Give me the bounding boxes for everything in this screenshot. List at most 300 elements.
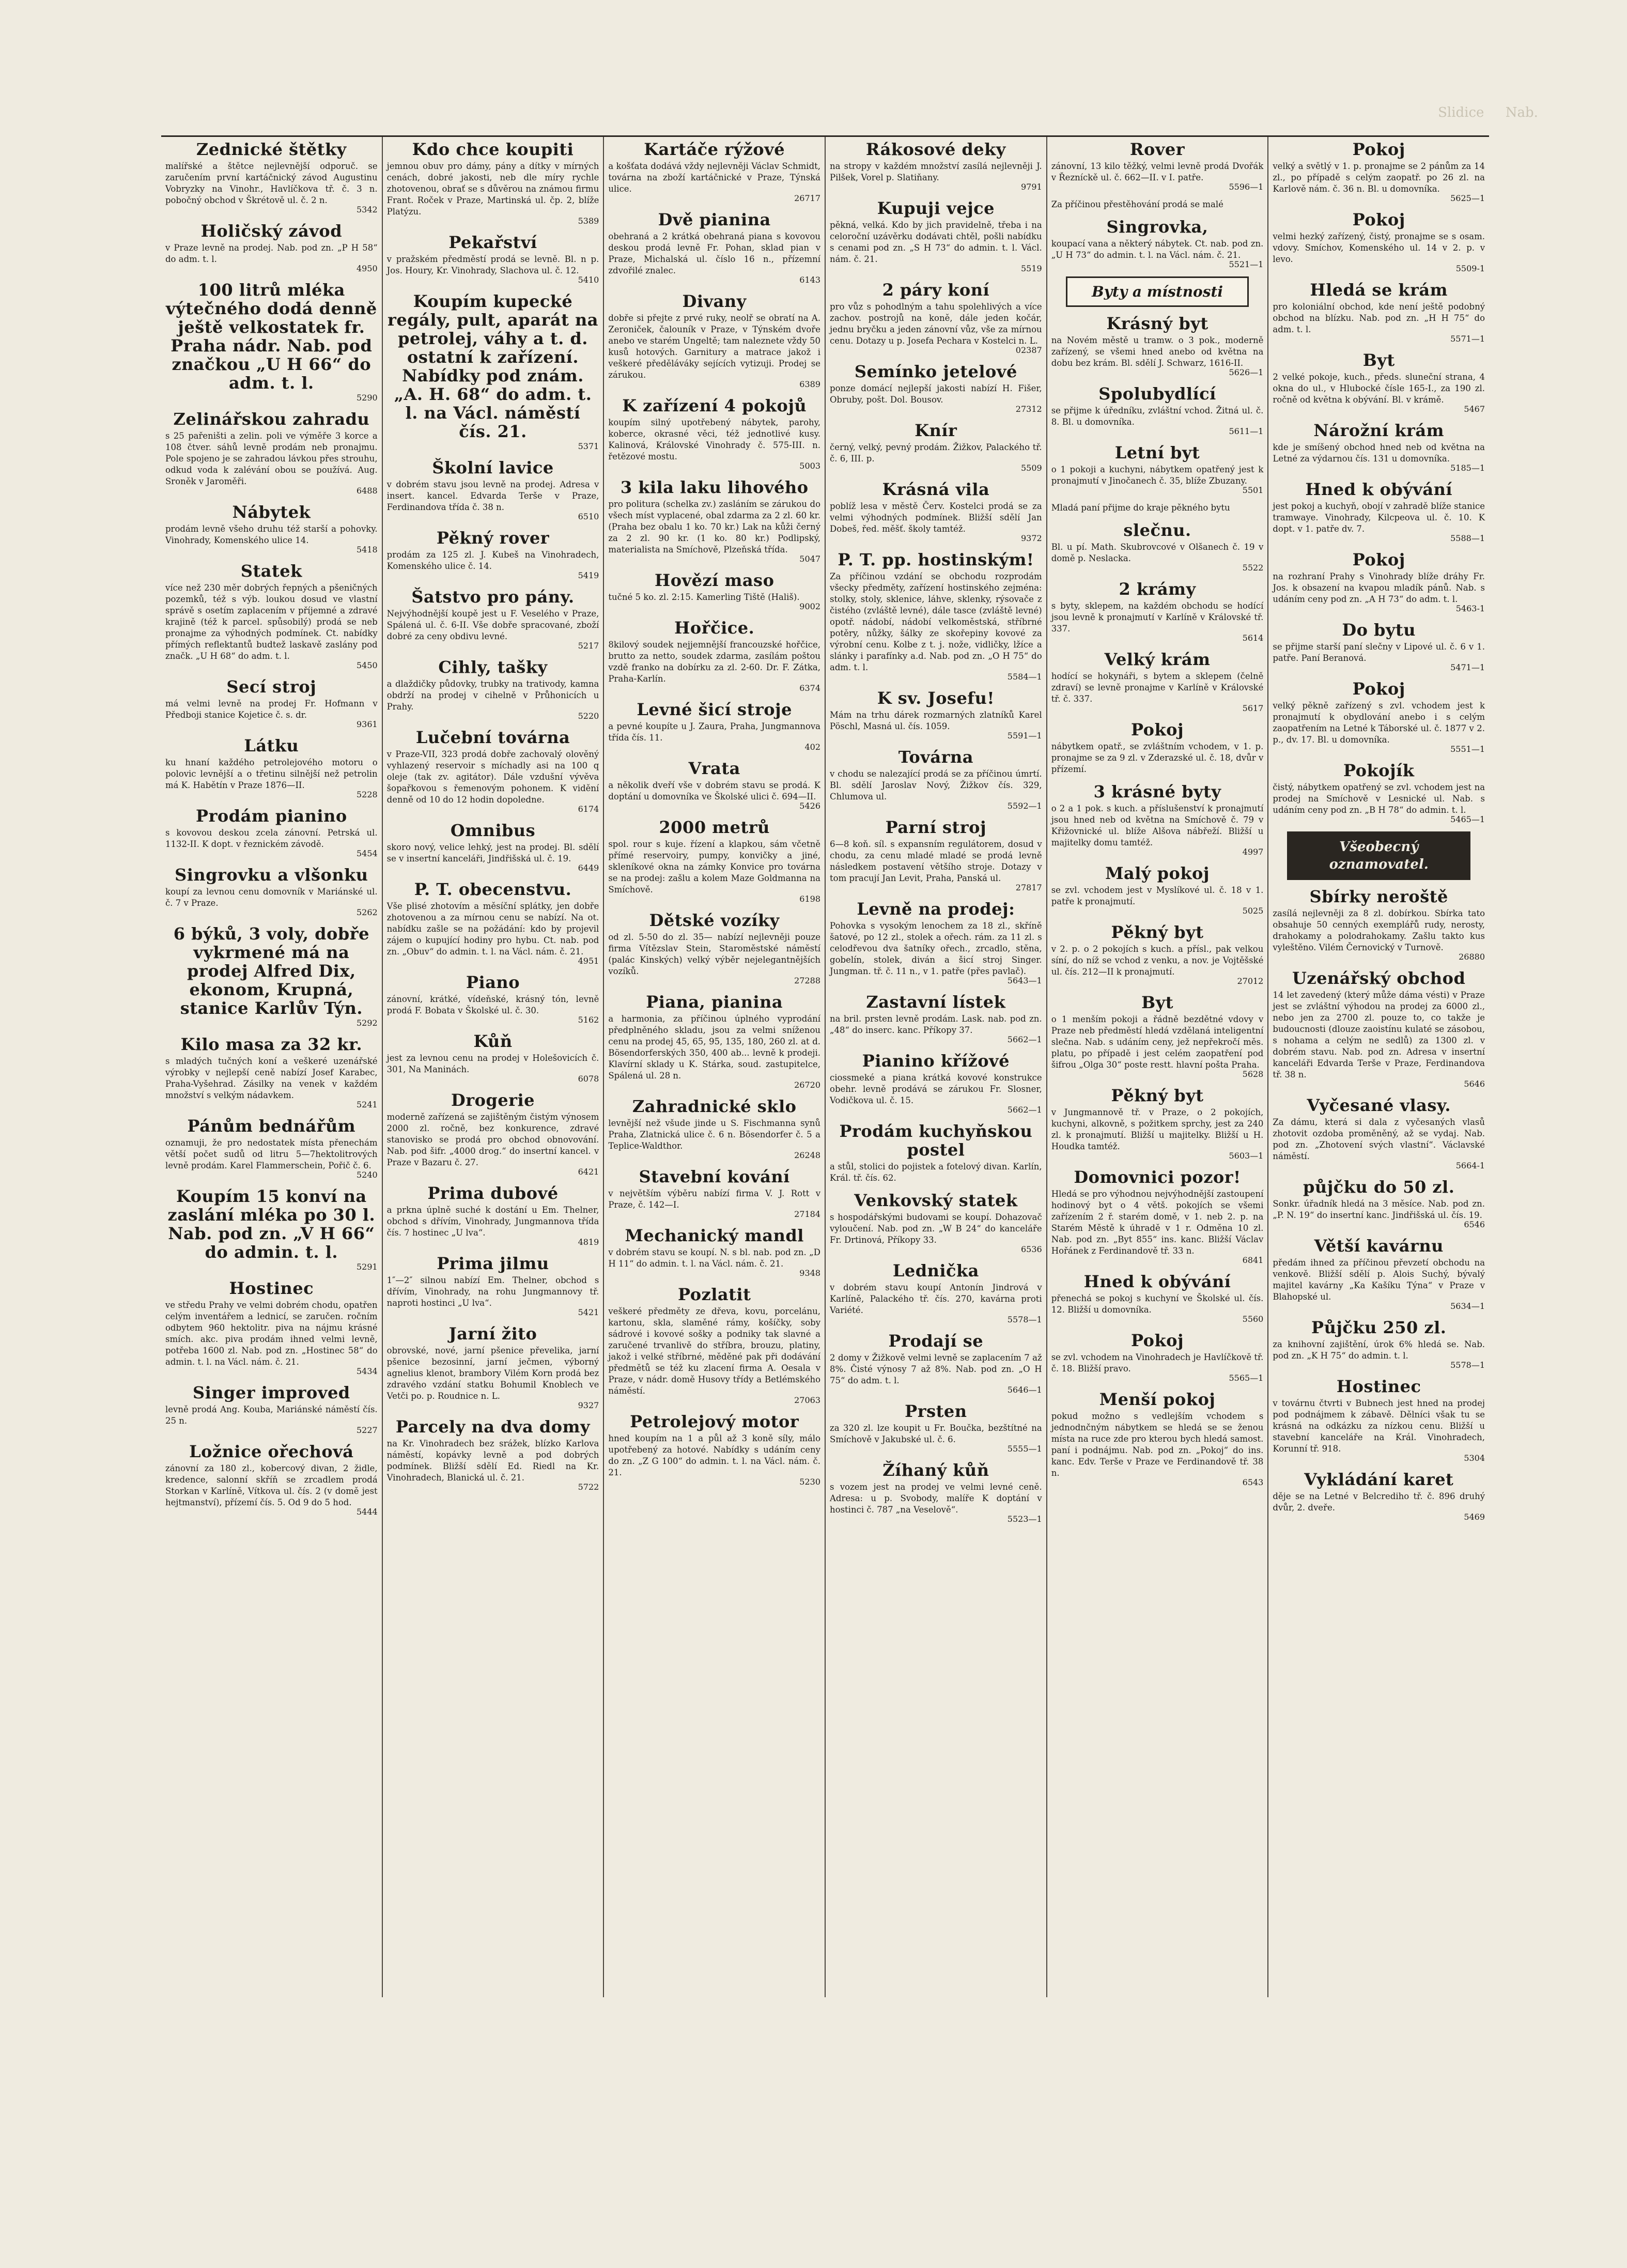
ad-heading: Půjčku 250 zl. bbox=[1311, 1318, 1447, 1337]
classified-ad bbox=[165, 924, 378, 1028]
ad-code: 5603—1 bbox=[1229, 1151, 1264, 1161]
ad-body: zánovní, krátké, vídeňské, krásný tón, levně prodá F. Bobata v Školské ul. č. 30. bbox=[386, 994, 599, 1015]
ad-body: skoro nový, velice lehký, jest na prodej. Bl. sdělí se v insertní kanceláři, Jindřišská ul. č. 19. bbox=[386, 842, 599, 863]
ad-heading: Zastavní lístek bbox=[866, 992, 1006, 1012]
ad-body: zasílá nejlevněji za 8 zl. dobírkou. Sbírka tato obsahuje 50 cenných exemplářů rudy, nerosty, drahokamy a polodrahokamy. Zašlu takto kus vyleštěno. Vilém Černovický v Turnově. bbox=[1273, 908, 1485, 952]
classified-ad bbox=[608, 911, 820, 985]
classified-ad bbox=[830, 1052, 1042, 1115]
ad-body: a několik dveří vše v dobrém stavu se prodá. K doptání u domovníka ve Školské ulici č. 694—II. bbox=[608, 780, 821, 801]
classified-ad bbox=[1051, 199, 1264, 210]
ad-heading: Hořčice. bbox=[674, 618, 755, 638]
ad-heading: K sv. Josefu! bbox=[877, 688, 995, 708]
ad-code: 9361 bbox=[356, 719, 378, 729]
ad-code: 5509-1 bbox=[1455, 264, 1485, 273]
ad-code: 5471—1 bbox=[1450, 662, 1485, 672]
ad-heading: Zelinářskou zahradu bbox=[173, 409, 370, 429]
ad-code: 5162 bbox=[578, 1015, 599, 1025]
classified-ad bbox=[1051, 993, 1264, 1079]
ad-code: 5509 bbox=[1020, 463, 1042, 473]
ad-code: 5592—1 bbox=[1007, 801, 1042, 811]
ad-code: 5418 bbox=[356, 545, 378, 554]
ad-code: 5292 bbox=[356, 1018, 378, 1028]
classified-ad bbox=[165, 503, 378, 554]
ad-heading: 100 litrů mléka výtečného dodá denně ještě velkostatek fr. Praha nádr. Nab. pod značkou „U H 66“ do adm. t. l. bbox=[165, 280, 377, 393]
ad-code: 5662—1 bbox=[1007, 1035, 1042, 1044]
bleed-word-1: Slidice bbox=[1438, 105, 1484, 120]
bleed-word-2: Nab. bbox=[1505, 105, 1538, 120]
ad-heading: Pánům bednářům bbox=[187, 1116, 356, 1136]
ad-heading: Stavební kování bbox=[639, 1167, 790, 1186]
ad-body: hned koupím na 1 a půl až 3 koně síly, málo upotřebený za hotové. Nabídky s udáním ceny do zn. „Z G 100“ do admin. t. l. na Václ. nám. č. 21. bbox=[608, 1433, 821, 1477]
ad-body: jest za levnou cenu na prodej v Holešovicích č. 301, Na Maninách. bbox=[386, 1053, 599, 1074]
ad-body: se přijme starší paní slečny v Lipové ul. č. 6 v 1. patře. Paní Beranová. bbox=[1273, 642, 1485, 663]
ad-heading: Lednička bbox=[892, 1261, 979, 1280]
classified-ad bbox=[1273, 550, 1485, 613]
ad-heading: Singrovka, bbox=[1106, 217, 1208, 237]
ad-code: 26880 bbox=[1459, 952, 1485, 962]
classified-ad bbox=[387, 1032, 599, 1084]
ad-body: Bl. u pí. Math. Skubrovcové v Olšanech č. 19 v domě p. Neslacka. bbox=[1051, 542, 1264, 563]
classified-ad bbox=[608, 396, 820, 471]
classified-ad bbox=[1273, 210, 1485, 273]
ad-heading: Levně na prodej: bbox=[857, 899, 1015, 919]
ad-body: na stropy v každém množství zasílá nejlevněji J. Pilšek, Vorel p. Slatiňany. bbox=[830, 161, 1042, 182]
classified-ad bbox=[830, 1332, 1042, 1395]
ad-heading: Kupuji vejce bbox=[877, 198, 995, 218]
classified-ad bbox=[1051, 502, 1264, 514]
ad-body: obehraná a 2 krátká obehraná piana s kovovou deskou prodá levně Fr. Pohan, sklad pian v Praze, Michalská ul. číslo 16 n., přízemní zdvořilé znalec. bbox=[608, 232, 821, 275]
ad-body: Za příčinou vzdání se obchodu rozprodám všecky předměty, zařízení hostinského zejména: stolky, stoly, sklenice, láhve, sklenky, rýsovače z čistého (zvláště levné), dále tasce (zvláště levné) opotř. nádobí, nádobí velkoměstská, stříbrné potěry, nůžky, šálky ze skořepiny kovové za výrobní cenu. Kolbe z t. j. nože, vidličky, lžíce a slánky i parafínky a.d. Nab. pod zn. „O H 75“ do adm. t. l. bbox=[830, 572, 1042, 672]
ad-body: čistý, nábytkem opatřený se zvl. vchodem jest na prodej na Smíchově v Lesnické ul. Nab. s udáním ceny pod zn. „B H 78“ do admin. t. l. bbox=[1273, 782, 1485, 815]
ad-code: 5444 bbox=[356, 1507, 378, 1517]
classified-ad bbox=[165, 281, 378, 403]
classified-ad bbox=[387, 1254, 599, 1317]
ad-body: Za dámu, která si dala z vyčesaných vlasů zhotovit ozdoba proměněný, až se vydaj. Nab. pod zn. „Zhotovení svých vlastní“. Václavské náměstí. bbox=[1273, 1117, 1485, 1161]
classified-ad bbox=[608, 619, 820, 693]
column-2 bbox=[382, 137, 603, 1997]
classified-ad bbox=[1273, 969, 1485, 1089]
ad-heading: Pianino křížové bbox=[862, 1051, 1010, 1071]
ad-code: 27012 bbox=[1237, 976, 1264, 986]
ad-code: 5571—1 bbox=[1450, 334, 1485, 344]
ad-heading: Pokoj bbox=[1352, 550, 1405, 569]
ad-heading: Hostinec bbox=[1336, 1377, 1421, 1396]
ad-code: 6421 bbox=[578, 1167, 599, 1177]
classified-ad bbox=[165, 866, 378, 917]
classified-ad bbox=[1273, 1096, 1485, 1170]
ad-code: 5578—1 bbox=[1450, 1360, 1485, 1370]
ad-body: ciossmeké a piana krátká kovové konstrukce obehr. levně prodává se zárukou Fr. Slosner, Vodičkova ul. č. 15. bbox=[830, 1073, 1042, 1105]
ad-code: 6841 bbox=[1242, 1255, 1264, 1265]
ad-heading: Kdo chce koupiti bbox=[412, 140, 574, 159]
ad-code: 5217 bbox=[578, 641, 599, 651]
classified-ad bbox=[1273, 351, 1485, 414]
ad-code: 5501 bbox=[1242, 485, 1264, 495]
classified-ad bbox=[1051, 521, 1264, 573]
ad-heading: Sbírky neroště bbox=[1309, 887, 1448, 906]
ad-code: 5241 bbox=[356, 1100, 378, 1109]
ad-body: koupím silný upotřebený nábytek, parohy, koberce, okrasné věci, též jednotlivé kusy. Kalinová, Královské Vinohrady č. 575-III. n. řetězové mostu. bbox=[608, 418, 821, 461]
classified-ad bbox=[608, 140, 820, 203]
ad-body: a harmonia, za příčinou úplného vyprodání předplněného skladu, jsou za velmi sníženou cenu na prodej 45, 65, 95, 135, 180, 260 zl. at d. Bösendorferských 350, 400 ab... levně k prodeji. Klavírní sklady u K. Stárka, soud. zastupitelce, Spálená ul. 28 n. bbox=[608, 1014, 821, 1081]
ad-heading: Piana, pianina bbox=[646, 992, 783, 1012]
ad-code: 9002 bbox=[799, 601, 821, 611]
classified-ad bbox=[830, 818, 1042, 892]
ad-body: velmi hezký zařízený, čistý, pronajme se s osam. vdovy. Smíchov, Komenského ul. 14 v 2. p. v levo. bbox=[1273, 232, 1485, 264]
classified-ad bbox=[165, 140, 378, 214]
classified-ad bbox=[165, 807, 378, 858]
classified-ad bbox=[387, 880, 599, 966]
ad-code: 4951 bbox=[578, 956, 599, 966]
ad-heading: Továrna bbox=[898, 747, 973, 767]
ad-heading: Kartáče rýžové bbox=[644, 140, 785, 159]
ad-heading: Krásná vila bbox=[882, 480, 990, 499]
ad-code: 5596—1 bbox=[1229, 182, 1264, 192]
ad-code: 5290 bbox=[356, 393, 378, 403]
ad-heading: Hledá se krám bbox=[1310, 280, 1448, 300]
ad-heading: Vykládání karet bbox=[1304, 1470, 1454, 1489]
ad-body: zánovní za 180 zl., kobercový divan, 2 židle, kredence, salonní skříň se zrcadlem prodá Storkan v Karlíně, Vítkova ul. čís. 2 (v domě jest hejtmanství), přízemí čís. 5. Od 9 do 5 hod. bbox=[165, 1463, 378, 1507]
ad-heading: Domovnici pozor! bbox=[1074, 1167, 1241, 1187]
ad-code: 27288 bbox=[794, 976, 821, 985]
ad-code: 27312 bbox=[1015, 404, 1042, 414]
ad-heading: Žíhaný kůň bbox=[882, 1460, 989, 1480]
ad-code: 5342 bbox=[356, 205, 378, 214]
classified-columns bbox=[161, 135, 1489, 1997]
ad-heading: Jarní žito bbox=[448, 1324, 537, 1344]
ad-code: 5291 bbox=[356, 1262, 378, 1272]
ad-body: oznamuji, že pro nedostatek místa přenechám větší počet sudů od litru 5—7hektolitrových levně prodám. Karel Flammerschein, Pořič č. 6. bbox=[165, 1138, 378, 1170]
ad-code: 5588—1 bbox=[1450, 533, 1485, 543]
ad-code: 6374 bbox=[799, 683, 821, 693]
classified-ad bbox=[387, 728, 599, 814]
classified-ad bbox=[1273, 761, 1485, 824]
ad-heading: Vrata bbox=[688, 759, 740, 778]
classified-ad bbox=[830, 1261, 1042, 1324]
ad-body: v 2. p. o 2 pokojích s kuch. a přísl., pak velkou síní, do níž se vchod z venku, a nov. je Vojtěšské ul. čís. 212—II k pronajmutí. bbox=[1051, 944, 1264, 977]
ad-heading: Šatstvo pro pány. bbox=[411, 587, 575, 607]
ad-code: 9372 bbox=[1020, 533, 1042, 543]
ad-heading: 2 páry koní bbox=[882, 280, 990, 300]
ad-code: 5551—1 bbox=[1450, 744, 1485, 754]
ad-heading: Prima jilmu bbox=[437, 1254, 549, 1273]
classified-ad bbox=[608, 1412, 820, 1487]
ad-heading: Secí stroj bbox=[226, 677, 317, 697]
classified-ad bbox=[830, 1402, 1042, 1454]
classified-ad bbox=[1051, 720, 1264, 775]
ad-heading: Divany bbox=[682, 291, 747, 311]
ad-code: 6546 bbox=[1464, 1220, 1485, 1229]
classified-ad bbox=[387, 292, 599, 451]
ad-body: v továrnu čtvrti v Bubnech jest hned na prodej pod podnájmem k zábavě. Dělníci však tu se krásná na odkázku za nízkou cenu. Bližší u stavební kanceláře na Král. Vinohradech, Korunní tř. 918. bbox=[1273, 1398, 1485, 1454]
ad-body: prodám za 125 zl. J. Kubeš na Vinohradech, Komenského ulice č. 14. bbox=[386, 550, 599, 571]
classified-ad bbox=[1051, 1086, 1264, 1161]
classified-ad bbox=[1273, 480, 1485, 543]
classified-ad bbox=[1273, 140, 1485, 203]
ad-heading: Krásný byt bbox=[1106, 314, 1208, 333]
classified-ad bbox=[608, 818, 820, 904]
ad-body: malířské a štětce nejlevnější odporuč. se zaručením první kartáčnický závod Augustinu Vobryzky na Vinohr., Havlíčkova tř. č. 3 n. pobočný obchod v Škrétově ul. č. 2 n. bbox=[165, 161, 378, 205]
ad-heading: Pokoj bbox=[1352, 679, 1405, 699]
ad-body: pěkná, velká. Kdo by jich pravidelně, třeba i na celoroční uzávěrku dodávati chtěl, pošli nabídku s cenami pod zn. „S H 73“ do admin. t. l. Václ. nám. č. 21. bbox=[830, 220, 1042, 264]
ad-body: dobře si přejte z prvé ruky, neolř se obratí na A. Zeroniček, čalouník v Praze, v Týnském dvoře anebo ve starém Ungeltě; tam naleznete vždy 50 kusů hotových. Garnitury a matrace jakož i veškeré předěláváky sejících vytizuji. Prodej se zárukou. bbox=[608, 313, 821, 380]
classified-ad bbox=[830, 993, 1042, 1044]
ad-body: se zvl. vchodem jest v Myslíkové ul. č. 18 v 1. patře k pronajmutí. bbox=[1051, 885, 1264, 906]
ad-body: pro politura (schelka zv.) zasláním se zárukou do všech míst vyplacené, obal zdarma za 2 zl. 60 kr. (Praha bez obalu 1 ko. 70 kr.) Lak na kůži černý za 2 zl. 90 kr. (1 ko. 80 kr.) Podlipský, materialista na Smíchově, Plzeňská třída. bbox=[608, 499, 821, 554]
ad-code: 5722 bbox=[578, 1482, 599, 1492]
ad-heading: slečnu. bbox=[1123, 520, 1191, 540]
classified-ad bbox=[830, 550, 1042, 682]
ad-code: 9327 bbox=[578, 1400, 599, 1410]
ad-body: předám ihned za příčinou převzetí obchodu na venkově. Bližší sdělí p. Alois Suchý, bývalý majitel kavárny „Ka Kašíku Týna“ v Praze v Blahopské ul. bbox=[1273, 1258, 1485, 1302]
classified-ad bbox=[387, 233, 599, 285]
ad-code: 02387 bbox=[1015, 345, 1042, 355]
ad-code: 4997 bbox=[1242, 847, 1264, 857]
ad-code: 402 bbox=[804, 742, 821, 752]
ad-heading: 2000 metrů bbox=[659, 817, 770, 837]
ad-body: na Kr. Vinohradech bez srážek, blízko Karlova náměstí, kopávky levně a pod dobrých podmínek. Bližší sdělí Ed. Riedl na Kr. Vinohradech, Blanická ul. č. 21. bbox=[386, 1439, 599, 1483]
ad-body: za knihovní zajištění, úrok 6% hledá se. Nab. pod zn. „K H 75“ do admin. t. l. bbox=[1273, 1339, 1485, 1361]
ad-body: se zvl. vchodem na Vinohradech je Havlíčkově tř. č. 18. Bližší pravo. bbox=[1051, 1352, 1264, 1374]
classified-ad bbox=[608, 1097, 820, 1160]
classified-ad bbox=[1051, 923, 1264, 986]
ad-code: 5454 bbox=[356, 848, 378, 858]
classified-ad bbox=[387, 1091, 599, 1177]
classified-ad bbox=[1051, 1168, 1264, 1265]
column-5 bbox=[1046, 137, 1268, 1997]
ad-heading: Prima dubové bbox=[427, 1183, 559, 1203]
classified-ad bbox=[165, 1279, 378, 1376]
classified-ad bbox=[608, 1167, 820, 1219]
classified-ad bbox=[830, 1461, 1042, 1524]
ad-code: 6078 bbox=[578, 1074, 599, 1084]
ad-body: s byty, sklepem, na každém obchodu se hodící jsou levně k pronajmutí v Karlíně v Královské tř. 337. bbox=[1051, 601, 1264, 634]
ad-body: od zl. 5-50 do zl. 35— nabízí nejlevněji pouze firma Vítězslav Stein, Staroměstské náměstí (palác Kinských) velký výběr nejelegantnějších vozíků. bbox=[608, 932, 821, 976]
ad-code: 5634—1 bbox=[1450, 1301, 1485, 1311]
ad-body: 2 domy v Žižkově velmi levně se zaplacením 7 až 8%. Čisté výnosy 7 až 8%. Nab. pod zn. „O H 75“ do adm. t. l. bbox=[830, 1353, 1042, 1385]
ad-heading: Nárožní krám bbox=[1313, 421, 1444, 440]
classified-ad bbox=[387, 973, 599, 1025]
ad-heading: Kilo masa za 32 kr. bbox=[180, 1035, 363, 1054]
ad-code: 5227 bbox=[356, 1425, 378, 1435]
classified-ad bbox=[1051, 864, 1264, 916]
classified-ad bbox=[830, 421, 1042, 473]
ad-heading: Mechanický mandl bbox=[625, 1226, 804, 1245]
ad-body: v dobrém stavu koupí Antonín Jindrová v Karlíně, Palackého tř. čís. 270, kavárna proti Variété. bbox=[830, 1283, 1042, 1315]
ad-body: v dobrém stavu se koupí. N. s bl. nab. pod zn. „D H 11“ do admin. t. l. na Václ. nám. č. 21. bbox=[608, 1247, 821, 1269]
ad-heading: Dvě pianina bbox=[658, 210, 771, 229]
ad-heading: Rover bbox=[1129, 140, 1185, 159]
ad-body: ponze domácí nejlepší jakosti nabízí H. Fišer, Obruby, pošt. Dol. Bousov. bbox=[830, 383, 1042, 405]
ad-body: děje se na Letné v Belcrediho tř. č. 896 druhý dvůr, 2. dveře. bbox=[1273, 1491, 1485, 1513]
classified-ad bbox=[830, 480, 1042, 543]
classified-ad bbox=[387, 588, 599, 651]
ad-body: a košťata dodává vždy nejlevněji Václav Schmidt, továrna na zboží kartáčnické v Praze, Týnská ulice. bbox=[608, 161, 821, 194]
ad-heading: Pokoj bbox=[1130, 720, 1184, 739]
ad-body: na bril. prsten levně prodám. Lask. nab. pod zn. „48“ do inserc. kanc. Příkopy 37. bbox=[830, 1014, 1042, 1035]
ad-code: 5463-1 bbox=[1455, 604, 1485, 613]
ad-code: 5591—1 bbox=[1007, 731, 1042, 740]
ad-code: 5465—1 bbox=[1450, 814, 1485, 824]
classified-ad bbox=[165, 1187, 378, 1272]
ad-body: na Novém městě u tramw. o 3 pok., moderně zařízený, se všemi hned anebo od května na dobu bez krám. Bl. sdělí J. Schwarz, 1616-II. bbox=[1051, 335, 1264, 368]
classified-ad bbox=[165, 1035, 378, 1109]
ad-body: 14 let zavedený (který může dáma vésti) v Praze jest se zvláštní výhodou na prodej za 6000 zl., nebo jen za 2700 zl. pouze to, co takže je budoucnosti (dlouze zaoistínu kulaté se zásobou, s nohama a celým ne sedlů) za 1300 zl. v dobrém stavu. Nab. pod zn. Adresa v insertní kanceláři Edvarda Terše v Praze, Ferdinandova tř. 38 n. bbox=[1273, 990, 1485, 1079]
ad-heading: Kůň bbox=[473, 1031, 513, 1051]
ad-body: Sonkr. úřadník hledá na 3 měsíce. Nab. pod zn. „P. N. 19“ do insertní kanc. Jindřišská ul. čís. 19. bbox=[1273, 1199, 1485, 1220]
ad-code: 5003 bbox=[799, 461, 821, 471]
ad-code: 5555—1 bbox=[1007, 1444, 1042, 1454]
classified-ad bbox=[830, 689, 1042, 740]
ad-code: 5523—1 bbox=[1007, 1514, 1042, 1524]
ad-heading: Pěkný rover bbox=[436, 528, 550, 548]
ad-body: levnější než všude jinde u S. Fischmanna synů Praha, Zlatnická ulice č. 6 n. Bösendorfer č. 5 a Teplice-Waldthor. bbox=[608, 1118, 821, 1151]
ad-body: prodám levně všeho druhu též starší a pohovky. Vinohrady, Komenského ulice 14. bbox=[165, 524, 378, 545]
ad-code: 5646 bbox=[1464, 1079, 1485, 1089]
ad-heading: Venkovský statek bbox=[854, 1191, 1018, 1210]
ad-body: s kovovou deskou zcela zánovní. Petrská ul. 1132-II. K dopt. v řeznickém závodě. bbox=[165, 828, 378, 849]
ad-code: 5626—1 bbox=[1229, 367, 1264, 377]
classified-ad bbox=[830, 362, 1042, 414]
ad-code: 27063 bbox=[794, 1395, 821, 1405]
ad-code: 5560 bbox=[1242, 1314, 1264, 1324]
ad-code: 6449 bbox=[578, 863, 599, 873]
classified-ad bbox=[387, 1184, 599, 1247]
ad-code: 27184 bbox=[794, 1209, 821, 1219]
ad-code: 5304 bbox=[1464, 1453, 1485, 1463]
ad-heading: Drogerie bbox=[451, 1090, 535, 1110]
ad-body: se přijme k úředníku, zvláštní vchod. Žitná ul. č. 8. Bl. u domovníka. bbox=[1051, 406, 1264, 427]
classified-ad bbox=[1273, 1178, 1485, 1229]
classified-ad bbox=[387, 1417, 599, 1492]
classified-ad bbox=[1273, 281, 1485, 344]
ad-heading: K zařízení 4 pokojů bbox=[622, 396, 807, 415]
ad-body: levně prodá Ang. Kouba, Mariánské náměstí čís. 25 n. bbox=[165, 1405, 378, 1426]
ad-body: černý, velký, pevný prodám. Žižkov, Palackého tř. č. 6, III. p. bbox=[830, 442, 1042, 464]
ad-heading: Hovězí maso bbox=[654, 570, 774, 590]
ad-code: 5628 bbox=[1242, 1069, 1264, 1079]
classified-ad bbox=[1051, 1272, 1264, 1324]
ad-code: 26720 bbox=[794, 1080, 821, 1090]
ad-code: 5389 bbox=[578, 216, 599, 226]
ad-heading: Byt bbox=[1362, 350, 1395, 370]
ad-code: 5421 bbox=[578, 1307, 599, 1317]
classified-ad bbox=[608, 571, 820, 611]
ad-code: 5578—1 bbox=[1007, 1315, 1042, 1324]
ad-heading: Pěkný byt bbox=[1111, 1086, 1204, 1105]
ad-body: a dlaždičky půdovky, trubky na trativody, kamna obdrží na prodej v cihelně v Průhonicích u Prahy. bbox=[386, 679, 599, 712]
ad-heading: Cihly, tašky bbox=[438, 657, 548, 677]
ad-body: a prkna úplně suché k dostání u Em. Thelner, obchod s dřívím, Vinohrady, Jungmannova třída čís. 7 hostinec „U lva“. bbox=[386, 1205, 599, 1238]
ad-body: za 320 zl. lze koupit u Fr. Boučka, bezštítné na Smíchově v Jakubské ul. č. 6. bbox=[830, 1423, 1042, 1444]
ad-heading: 6 býků, 3 voly, dobře vykrmené má na prodej Alfred Dix, ekonom, Krupná, stanice Karlův Týn. bbox=[173, 924, 369, 1018]
column-6 bbox=[1267, 137, 1489, 1997]
classified-ad bbox=[165, 410, 378, 496]
ad-heading: 2 krámy bbox=[1119, 579, 1196, 599]
classified-ad bbox=[1051, 650, 1264, 713]
ad-code: 5614 bbox=[1242, 633, 1264, 643]
ad-body: velký pěkně zařízený s zvl. vchodem jest k pronajmutí k obydlování anebo i s celým zaopatřením na Letné k Táborské ul. č. 1877 v 2. p., dv. 17. Bl. u domovníka. bbox=[1273, 701, 1485, 745]
classified-ad bbox=[1051, 140, 1264, 192]
ad-heading: Singrovku a vlšonku bbox=[175, 865, 368, 885]
column-1 bbox=[161, 137, 382, 1997]
ad-body: obrovské, nové, jarní pšenice převelika, jarní pšenice bezosinní, jarní ječmen, výborný agnelius klenot, brambory Vilém Korn prodá bez zdravého vzdání statku Bohumil Knoblech ve Vetči po. p. Roudnice n. L. bbox=[386, 1346, 599, 1401]
ad-code: 5230 bbox=[799, 1477, 821, 1487]
ad-body: Za příčinou přestěhování prodá se malé bbox=[1051, 199, 1223, 209]
ad-body: v Praze-VII, 323 prodá dobře zachovalý olověný vyhlazený reservoir s míchadly asi na 100 q oleje (tak zv. agitátor). Dále vzdušní vývěva šopařkovou s řemenovým pohonem. K vidění denně od 10 do 12 hodin dopoledne. bbox=[386, 749, 599, 805]
ad-code: 5664-1 bbox=[1455, 1161, 1485, 1170]
ad-body: pro vůz s pohodlným a tahu spolehlivých a více zachov. postrojů na koně, dále jeden kočár, jednu bryčku a jeden zánovní vůz, vše za mírnou cenu. Dotazy u p. Josefa Pechara v Kostelci n. L. bbox=[830, 302, 1042, 346]
ad-body: 2 velké pokoje, kuch., předs. sluneční strana, 4 okna do ul., v Hlubocké čísle 165-I., za 190 zl. ročně od května k obývání. Bl. v krámě. bbox=[1273, 372, 1485, 405]
ad-heading: Vyčesané vlasy. bbox=[1307, 1096, 1451, 1115]
ad-code: 5025 bbox=[1242, 906, 1264, 916]
classified-ad bbox=[608, 993, 820, 1090]
ad-code: 5240 bbox=[356, 1170, 378, 1180]
ad-heading: Ložnice ořechová bbox=[189, 1442, 354, 1461]
ad-body: koupí za levnou cenu domovník v Mariánské ul. č. 7 v Praze. bbox=[165, 887, 378, 908]
ad-code: 5220 bbox=[578, 711, 599, 721]
classified-ad bbox=[830, 140, 1042, 192]
ad-body: jemnou obuv pro dámy, pány a dítky v mírných cenách, dobré jakosti, neb dle míry rychle zhotovenou, obrať se s důvěrou na známou firmu Frant. Roček v Praze, Martinská ul. čp. 2, blíže Platýzu. bbox=[386, 161, 599, 217]
ad-body: na rozhraní Prahy s Vinohrady blíže dráhy Fr. Jos. k obsazení na kvapou mladík pánů. Nab. s udáním ceny pod zn. „A H 73“ do adm. t. l. bbox=[1273, 572, 1485, 604]
ad-code: 5617 bbox=[1242, 703, 1264, 713]
ad-body: s hospodářskými budovami se koupí. Dohazovač vyloučení. Nab. pod zn. „W B 24“ do kanceláře Fr. Drtinová, Příkopy 33. bbox=[830, 1212, 1042, 1245]
ad-heading: Parní stroj bbox=[885, 817, 987, 837]
classified-ad bbox=[1273, 1377, 1485, 1463]
classified-ad bbox=[1273, 1470, 1485, 1522]
classified-ad bbox=[608, 1285, 820, 1405]
ad-code: 6536 bbox=[1020, 1244, 1042, 1254]
ad-body: Nejvýhodnější koupě jest u F. Veselého v Praze, Spálená ul. č. 6-II. Vše dobře spracované, zboží dobré za ceny obdivu levné. bbox=[386, 609, 599, 641]
classified-ad bbox=[387, 1324, 599, 1410]
classified-ad bbox=[387, 658, 599, 721]
ad-heading: Hned k obývání bbox=[1305, 480, 1453, 499]
classified-ad bbox=[1051, 314, 1264, 377]
ad-body: jest pokoj a kuchyň, obojí v zahradě blíže stanice tramwaye. Vinohrady, Kilcpeova ul. č. 10. K dopt. v 1. patře dv. 7. bbox=[1273, 501, 1485, 534]
ad-body: a pevné koupíte u J. Zaura, Praha, Jungmannova třída čís. 11. bbox=[608, 721, 821, 743]
classified-ad bbox=[1051, 384, 1264, 436]
ad-body: koupací vana a některý nábytek. Ct. nab. pod zn. „U H 73“ do admin. t. l. na Václ. nám. č. 21. bbox=[1051, 239, 1264, 260]
ad-body: hodící se hokynáři, s bytem a sklepem (čelně zdraví) se levně pronajme v Karlíně v Královské tř. č. 337. bbox=[1051, 671, 1264, 704]
ad-code: 5467 bbox=[1464, 404, 1485, 414]
ad-body: s mladých tučných koní a veškeré uzenářské výrobky v nejlepší ceně nabízí Josef Karabec, Praha-Vyšehrad. Zásilky na venek v každém množství s velkým nádavkem. bbox=[165, 1056, 378, 1100]
ad-heading: Školní lavice bbox=[432, 458, 554, 477]
ad-heading: Pěkný byt bbox=[1111, 922, 1204, 942]
classified-ad bbox=[1051, 1390, 1264, 1487]
classified-ad bbox=[165, 1442, 378, 1517]
ad-heading: Pokoj bbox=[1352, 140, 1405, 159]
column-3 bbox=[603, 137, 825, 1997]
ad-heading: Singer improved bbox=[192, 1383, 350, 1402]
ad-code: 6198 bbox=[799, 894, 821, 904]
ad-heading: Prodám kuchyňskou postel bbox=[839, 1121, 1033, 1160]
classified-ad bbox=[387, 458, 599, 521]
ad-code: 9791 bbox=[1020, 182, 1042, 192]
ad-body: o 1 menším pokoji a řádně bezdětné vdovy v Praze neb předměstí hledá vzdělaná inteligentní slečna. Nab. s udáním ceny, jež nepřekročí měs. platu, po případě i jest celém zaopatření pod šifrou „Olga 30“ poste restt. hlavní pošta Praha. bbox=[1051, 1014, 1264, 1070]
ad-heading: Spolubydlící bbox=[1098, 384, 1216, 404]
classified-ad bbox=[830, 199, 1042, 273]
ad-heading: Omnibus bbox=[450, 821, 536, 840]
classified-ad bbox=[830, 900, 1042, 985]
ad-code: 5434 bbox=[356, 1366, 378, 1376]
ad-heading: Semínko jetelové bbox=[854, 362, 1017, 381]
ad-body: o 1 pokoji a kuchyni, nábytkem opatřený jest k pronajmutí v Jinočanech č. 35, blíže Zbuzany. bbox=[1051, 465, 1264, 486]
ad-heading: Nábytek bbox=[232, 502, 311, 522]
ad-body: 6—8 koň. síl. s expansním regulátorem, dosud v chodu, za cenu mladé mladé se prodá levně následkem postavení většího stroje. Dotazy v tom pracují Jan Levit, Praha, Panská ul. bbox=[830, 839, 1042, 883]
ad-heading: Byt bbox=[1141, 993, 1173, 1012]
ad-code: 5611—1 bbox=[1229, 426, 1264, 436]
ad-code: 6174 bbox=[578, 804, 599, 814]
